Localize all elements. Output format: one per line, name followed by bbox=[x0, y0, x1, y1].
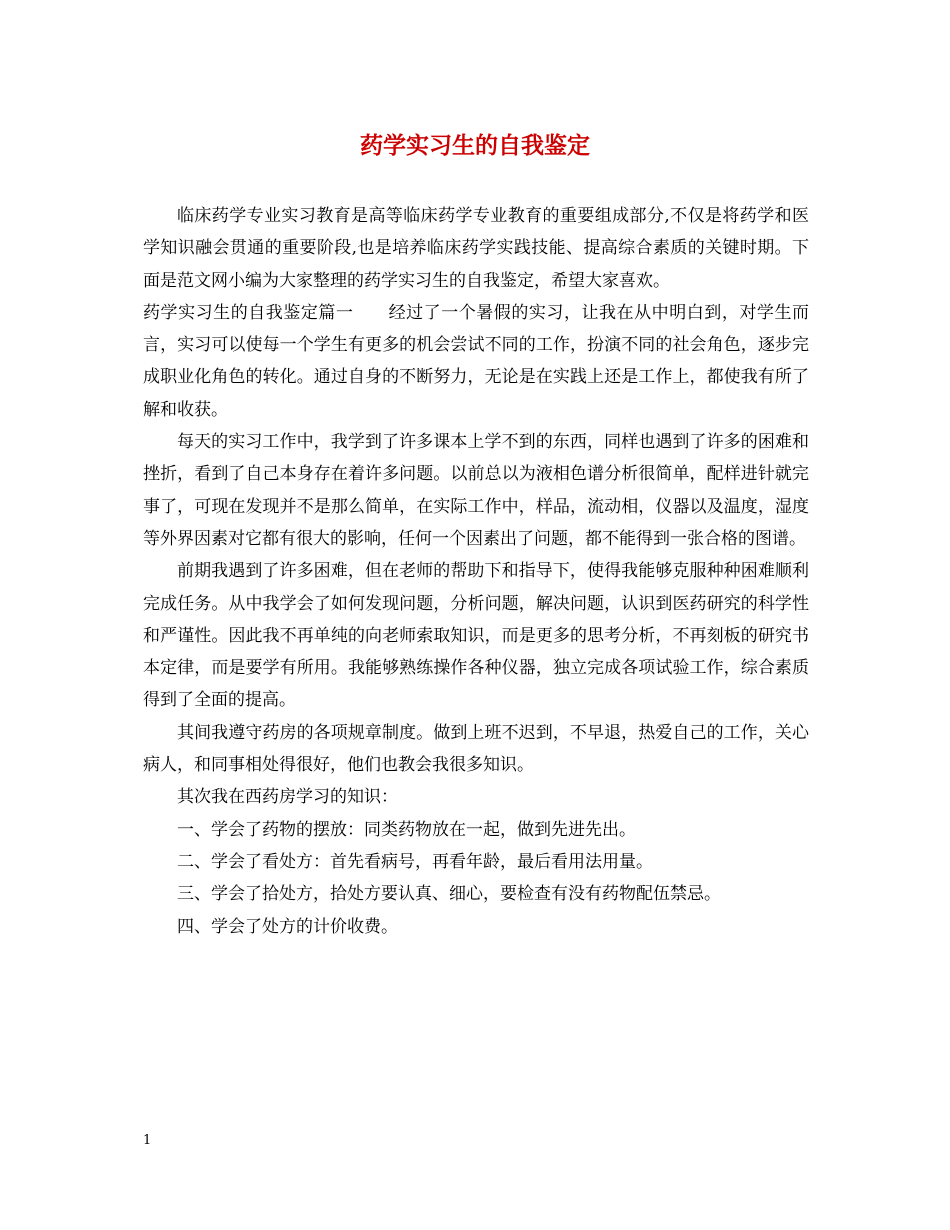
paragraph-daily-work: 每天的实习工作中，我学到了许多课本上学不到的东西，同样也遇到了许多的困难和挫折，看到了自己本身存在着许多问题。以前总以为液相色谱分析很简单，配样进针就完事了，可现在发现并不是那么简单，在实际工作中，样品，流动相，仪器以及温度，湿度等外界因素对它都有很大的影响，任何一个因素出了问题，都不能得到一张合格的图谱。 bbox=[143, 432, 809, 549]
paragraph-intro: 临床药学专业实习教育是高等临床药学专业教育的重要组成部分,不仅是将药学和医学知识融会贯通的重要阶段,也是培养临床药学实践技能、提高综合素质的关键时期。下面是范文网小编为大家整理的药学实习生的自我鉴定，希望大家喜欢。 bbox=[143, 206, 809, 291]
list-item-2: 二、学会了看处方：首先看病号，再看年龄，最后看用法用量。 bbox=[177, 851, 653, 872]
paragraph-pharmacy-knowledge: 其次我在西药房学习的知识： bbox=[177, 787, 398, 808]
document-body bbox=[143, 200, 809, 943]
paragraph-section-one-start: 药学实习生的自我鉴定篇一 经过了一个暑假的实习，让我在从中明白到，对学生而言，实习可以使每一个学生有更多的机会尝试不同的工作，扮演不同的社会角色，逐步完成职业化角色的转化。通过自身的不断努力，无论是在实践上还是工作上，都使我有所了解和收获。 bbox=[143, 302, 809, 420]
paragraph-rules: 其间我遵守药房的各项规章制度。做到上班不迟到，不早退，热爱自己的工作，关心病人，和同事相处得很好，他们也教会我很多知识。 bbox=[143, 722, 809, 776]
list-item-3: 三、学会了拾处方，拾处方要认真、细心，要检查有没有药物配伍禁忌。 bbox=[177, 884, 721, 905]
list-item-1: 一、学会了药物的摆放：同类药物放在一起，做到先进先出。 bbox=[177, 819, 636, 840]
list-item-4: 四、学会了处方的计价收费。 bbox=[177, 916, 398, 937]
paragraph-early-difficulties: 前期我遇到了许多困难，但在老师的帮助下和指导下，使得我能够克服种种困难顺利完成任务。从中我学会了如何发现问题，分析问题，解决问题，认识到医药研究的科学性和严谨性。因此我不再单纯的向老师索取知识，而是更多的思考分析，不再刻板的研究书本定律，而是要学有所用。我能够熟练操作各种仪器，独立完成各项试验工作，综合素质得到了全面的提高。 bbox=[143, 561, 809, 711]
page-number: 1 bbox=[143, 1133, 152, 1148]
document-title: 药学实习生的自我鉴定 bbox=[360, 132, 590, 159]
